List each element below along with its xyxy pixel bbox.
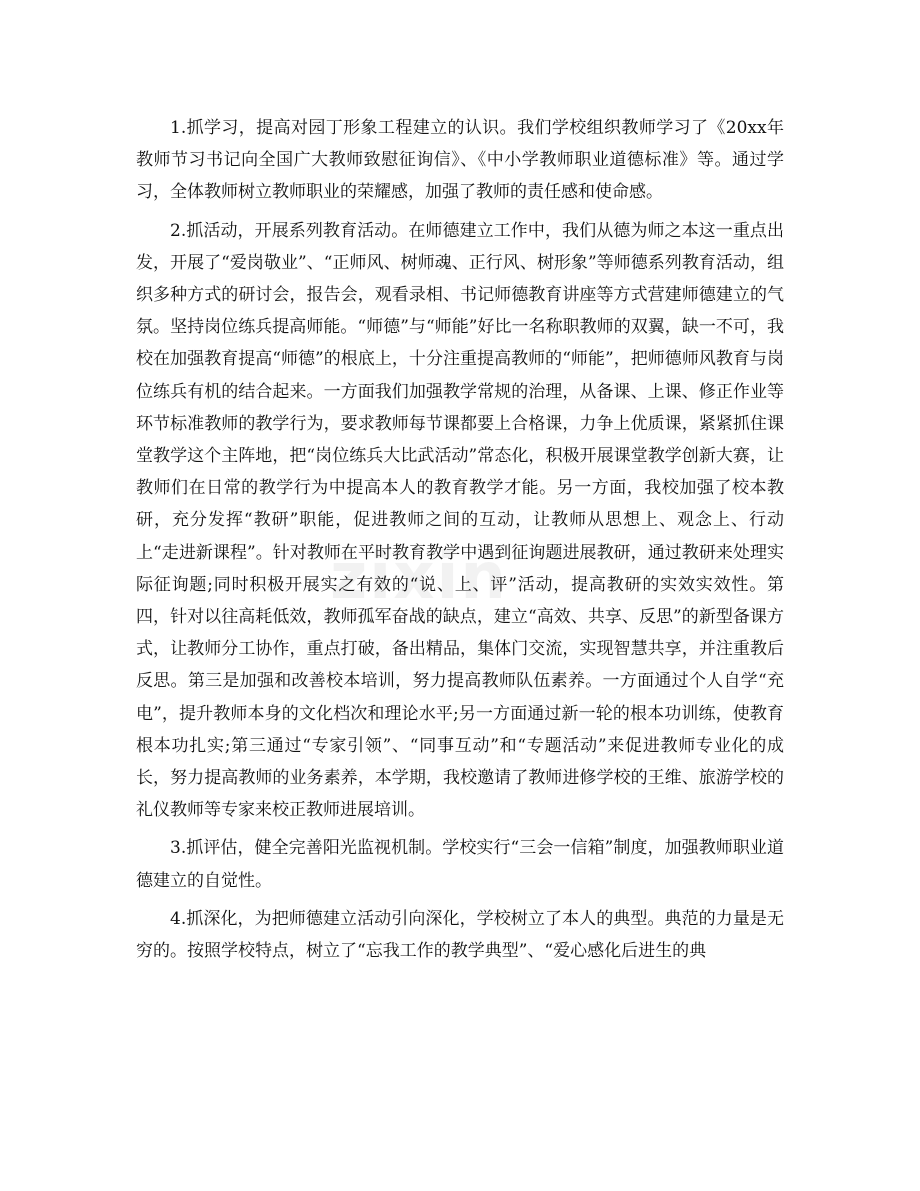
paragraph-2: 2.抓活动，开展系列教育活动。在师德建立工作中，我们从德为师之本这一重点出发，开展了“爱岗敬业”、“正师风、树师魂、正行风、树形象”等师德系列教育活动，组织多种方式的研讨会，报告会，观看录相、书记师德教育讲座等方式营建师德建立的气氛。坚持岗位练兵提高师能。“师德”与“师能”好比一名称职教师的双翼，缺一不可，我校在加强教育提高“师德”的根底上，十分注重提高教师的“师能”，把师德师风教育与岗位练兵有机的结合起来。一方面我们加强教学常规的治理，从备课、上课、修正作业等环节标准教师的教学行为，要求教师每节课都要上合格课，力争上优质课，紧紧抓住课堂教学这个主阵地，把“岗位练兵大比武活动”常态化，积极开展课堂教学创新大赛，让教师们在日常的教学行为中提高本人的教育教学才能。另一方面，我校加强了校本教研，充分发挥“教研”职能，促进教师之间的互动，让教师从思想上、观念上、行动上“走进新课程”。针对教师在平时教育教学中遇到征询题进展教研，通过教研来处理实际征询题;同时积极开展实之有效的“说、上、评”活动，提高教研的实效实效性。第四，针对以往高耗低效，教师孤军奋战的缺点，建立“高效、共享、反思”的新型备课方式，让教师分工协作，重点打破，备出精品，集体门交流，实现智慧共享，并注重教后反思。第三是加强和改善校本培训，努力提高教师队伍素养。一方面通过个人自学“充电”，提升教师本身的文化档次和理论水平;另一方面通过新一轮的根本功训练，使教育根本功扎实;第三通过“专家引领”、“同事互动”和“专题活动”来促进教师专业化的成长，努力提高教师的业务素养，本学期，我校邀请了教师进修学校的王维、旅游学校的礼仪教师等专家来校正教师进展培训。 <box>136 220 784 821</box>
paragraph-1: 1.抓学习，提高对园丁形象工程建立的认识。我们学校组织教师学习了《20xx年教师节习书记向全国广大教师致慰征询信》、《中小学教师职业道德标准》等。通过学习，全体教师树立教师职业的荣耀感，加强了教师的责任感和使命感。 <box>136 118 784 203</box>
watermark-text: zixin <box>330 540 508 614</box>
paragraph-4: 4.抓深化，为把师德建立活动引向深化，学校树立了本人的典型。典范的力量是无穷的。按照学校特点，树立了“忘我工作的教学典型”、“爱心感化后进生的典 <box>136 908 784 962</box>
document-body <box>136 112 784 973</box>
paragraph-3: 3.抓评估，健全完善阳光监视机制。学校实行“三会一信箱”制度，加强教师职业道德建立的自觉性。 <box>136 838 784 891</box>
